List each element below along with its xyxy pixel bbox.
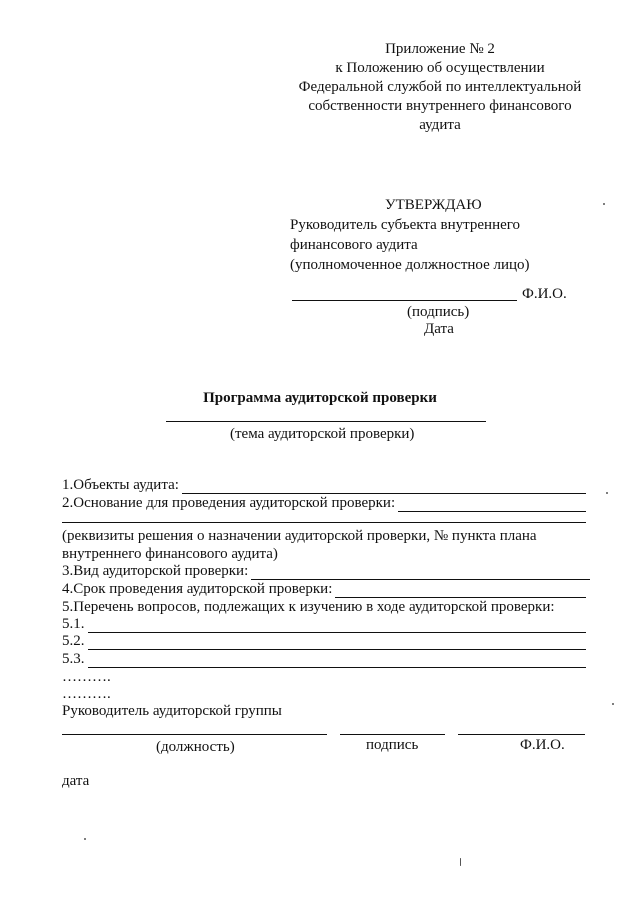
approval-fio: Ф.И.О. (522, 286, 567, 302)
basis-note: (реквизиты решения о назначении аудиторской проверки, № пункта плана (62, 528, 537, 544)
basis-note: внутреннего финансового аудита) (62, 546, 278, 562)
approval-line: (уполномоченное должностное лицо) (290, 257, 530, 273)
scan-speck (84, 838, 86, 840)
basis-row (62, 494, 586, 512)
annex-line: Приложение № 2 (385, 41, 495, 57)
annex-line: собственности внутреннего финансового (308, 98, 572, 114)
group-head-label: Руководитель аудиторской группы (62, 703, 282, 719)
annex-line: Федеральной службой по интеллектуальной (298, 79, 582, 95)
ellipsis: ………. (62, 686, 111, 702)
topic-caption: (тема аудиторской проверки) (230, 426, 415, 442)
questions-label: 5.Перечень вопросов, подлежащих к изучению в ходе аудиторской проверки: (62, 599, 555, 615)
scan-speck (460, 858, 461, 866)
fio-caption: Ф.И.О. (520, 737, 565, 753)
term-fill-line (335, 584, 586, 598)
date-label: дата (62, 773, 90, 789)
term-row (62, 580, 586, 598)
question-label: 5.1. (62, 616, 85, 632)
question-label: 5.2. (62, 633, 85, 649)
fio-line (458, 734, 585, 735)
question-fill-line (88, 654, 587, 668)
approval-block (290, 196, 530, 276)
question-row (62, 650, 586, 668)
question-row (62, 632, 586, 650)
type-label: 3.Вид аудиторской проверки: (62, 563, 249, 579)
objects-fill-line (182, 480, 586, 494)
scan-speck (612, 703, 614, 705)
basis-second-line (62, 522, 586, 523)
question-fill-line (88, 619, 587, 633)
annex-block (270, 40, 610, 135)
type-fill-line (251, 566, 590, 580)
scan-speck (603, 203, 605, 205)
basis-label: 2.Основание для проведения аудиторской проверки: (62, 495, 396, 511)
signature-caption: подпись (366, 737, 419, 753)
program-title: Программа аудиторской проверки (203, 390, 437, 406)
objects-row (62, 476, 586, 494)
approval-line: Руководитель субъекта внутреннего (290, 217, 521, 233)
approval-signature-line (292, 300, 517, 301)
question-fill-line (88, 636, 587, 650)
approval-line: финансового аудита (290, 237, 418, 253)
approval-heading: УТВЕРЖДАЮ (385, 197, 482, 213)
approval-date-caption: Дата (424, 321, 454, 337)
approval-signature-caption: (подпись) (407, 304, 470, 320)
annex-line: аудита (419, 117, 461, 133)
type-row (62, 562, 590, 580)
basis-fill-line (398, 498, 586, 512)
position-caption: (должность) (156, 739, 235, 755)
scan-speck (606, 492, 608, 494)
objects-label: 1.Объекты аудита: (62, 477, 179, 493)
ellipsis: ………. (62, 669, 111, 685)
signature-line (340, 734, 445, 735)
topic-line (166, 421, 486, 422)
question-row (62, 615, 586, 633)
position-line (62, 734, 327, 735)
annex-line: к Положению об осуществлении (335, 60, 545, 76)
question-label: 5.3. (62, 651, 85, 667)
term-label: 4.Срок проведения аудиторской проверки: (62, 581, 333, 597)
